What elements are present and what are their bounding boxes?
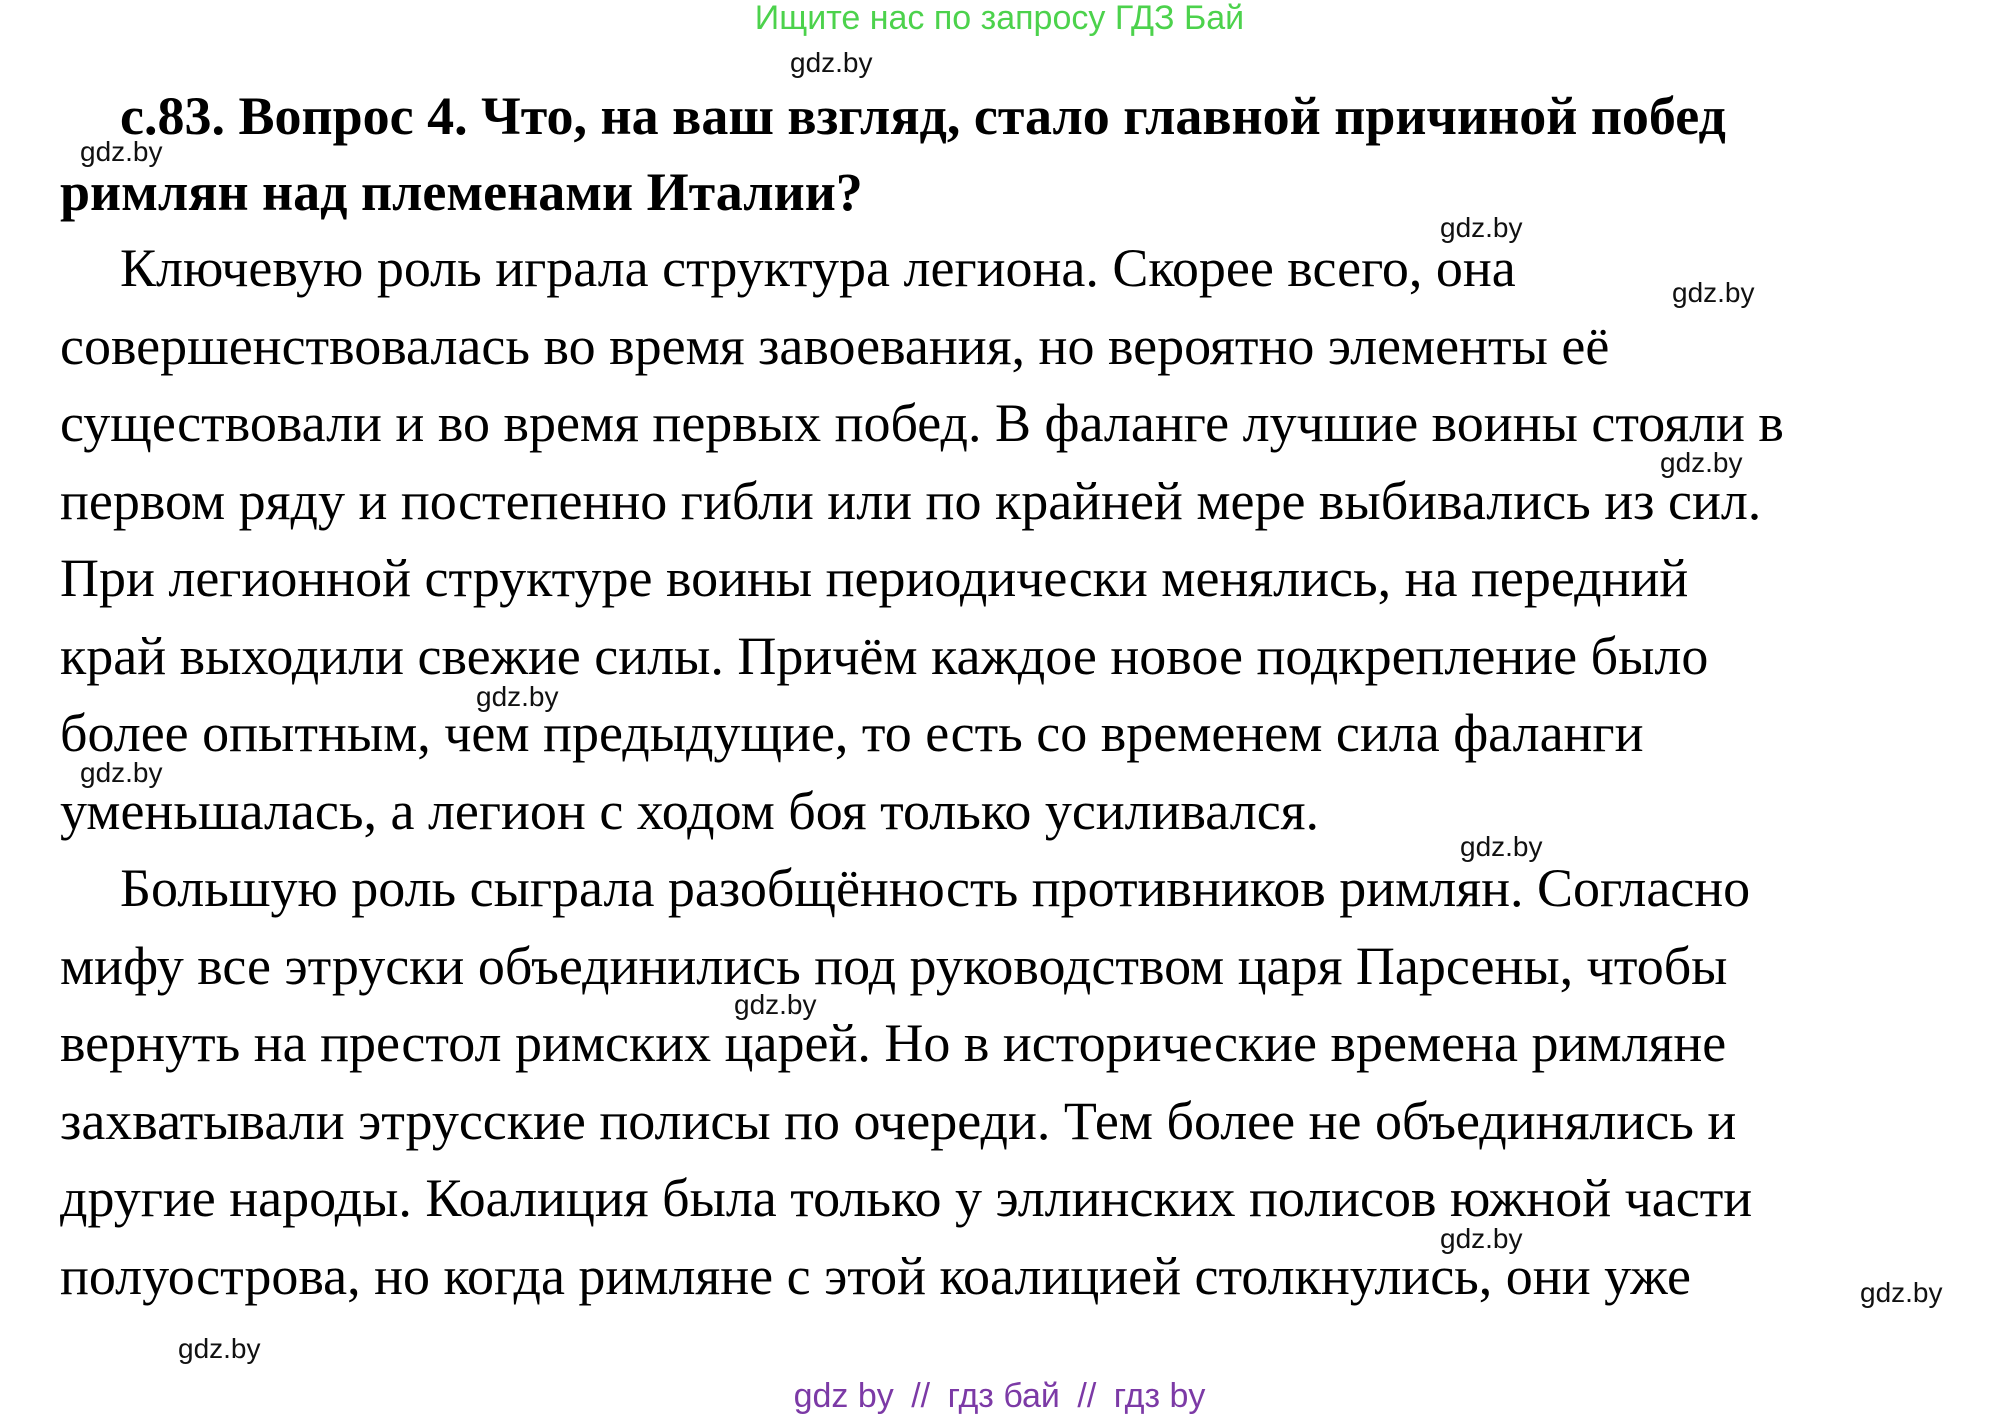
answer-paragraph-2: [60, 850, 1960, 1315]
top-banner[interactable]: Ищите нас по запросу ГДЗ Бай: [754, 0, 1245, 37]
watermark: gdz.by: [476, 681, 559, 712]
watermark: gdz.by: [1860, 1277, 1943, 1308]
text-line: При легионной структуре воины периодически менялись, на передний: [60, 548, 1689, 608]
text-line: уменьшалась, а легион с ходом боя только усиливался.: [60, 780, 1320, 841]
question-heading: [60, 78, 1960, 230]
footer-separator: //: [1077, 1377, 1097, 1415]
heading-line-2: римлян над племенами Италии?: [60, 162, 863, 222]
watermark: gdz.by: [178, 1333, 261, 1364]
text-line: Ключевую роль играла структура легиона. Скорее всего, она: [120, 238, 1516, 298]
text-line: совершенствовалась во время завоевания, но вероятно элементы её: [60, 315, 1610, 376]
footer-links: [0, 1378, 1999, 1414]
watermark: gdz.by: [80, 757, 163, 788]
text-line: более опытным, чем предыдущие, то есть со временем сила фаланги: [60, 703, 1644, 763]
text-line: вернуть на престол римских царей. Но в исторические времена римляне: [60, 1013, 1727, 1073]
document-content: [60, 78, 1960, 1315]
footer-link-gdz-by[interactable]: gdz by: [793, 1377, 894, 1415]
text-line: существовали и во время первых побед. В фаланге лучшие воины стояли в: [60, 393, 1784, 453]
text-line: первом ряду и постепенно гибли или по крайней мере выбивались из сил.: [60, 470, 1762, 531]
watermark: gdz.by: [1660, 447, 1743, 478]
text-line: другие народы. Коалиция была только у эллинских полисов южной части: [60, 1168, 1753, 1228]
text-line: захватывали этрусские полисы по очереди. Тем более не объединялись и: [60, 1090, 1737, 1151]
watermark: gdz.by: [1460, 831, 1543, 862]
text-line: полуострова, но когда римляне с этой коалицией столкнулись, они уже: [60, 1245, 1691, 1306]
watermark: gdz.by: [734, 989, 817, 1020]
text-line: край выходили свежие силы. Причём каждое новое подкрепление было: [60, 625, 1709, 686]
footer-separator: //: [911, 1377, 931, 1415]
text-line: Большую роль сыграла разобщённость противников римлян. Согласно: [120, 858, 1751, 918]
watermark: gdz.by: [1440, 1223, 1523, 1254]
footer-link-gdz-bai[interactable]: гдз бай: [947, 1377, 1060, 1415]
footer-link-gdz-by-2[interactable]: гдз by: [1113, 1377, 1206, 1415]
heading-line-1: с.83. Вопрос 4. Что, на ваш взгляд, стало главной причиной побед: [120, 86, 1726, 146]
watermark: gdz.by: [1440, 212, 1523, 243]
watermark: gdz.by: [80, 136, 163, 167]
watermark: gdz.by: [1672, 277, 1755, 308]
watermark: gdz.by: [790, 47, 873, 78]
text-line: мифу все этруски объединились под руководством царя Парсены, чтобы: [60, 935, 1728, 996]
answer-paragraph-1: [60, 230, 1960, 850]
